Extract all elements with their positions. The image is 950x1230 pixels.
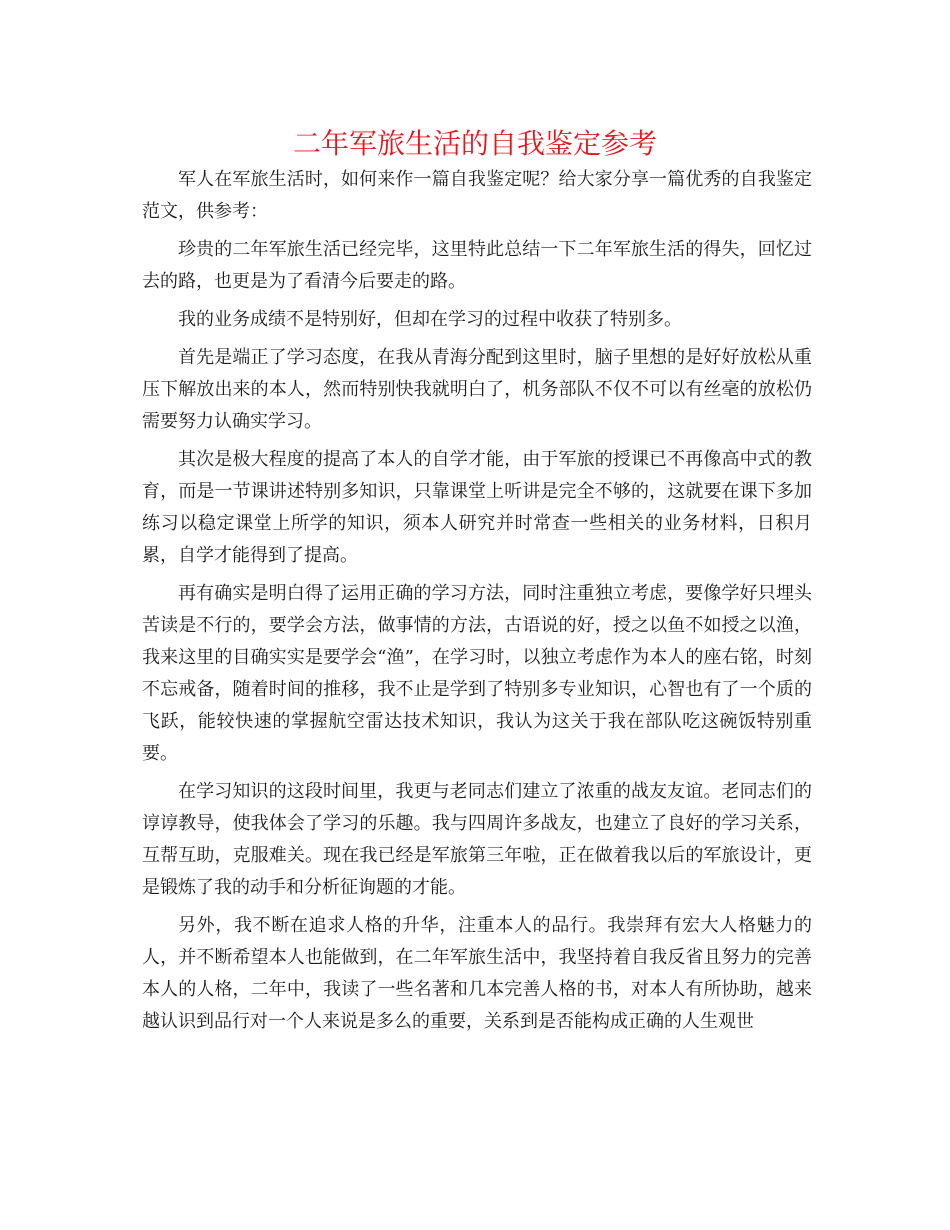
paragraph-1: 军人在军旅生活时，如何来作一篇自我鉴定呢？给大家分享一篇优秀的自我鉴定范文，供参考：: [142, 169, 812, 222]
paragraph-6: 再有确实是明白得了运用正确的学习方法，同时注重独立考虑，要像学好只埋头苦读是不行的，要学会方法，做事情的方法，古语说的好，授之以鱼不如授之以渔，我来这里的目确实实是要学会“渔”，在学习时，以独立考虑作为本人的座右铭，时刻不忘戒备，随着时间的推移，我不止是学到了特别多专业知识，心智也有了一个质的飞跃，能较快速的掌握航空雷达技术知识，我认为这关于我在部队吃这碗饭特别重要。: [142, 583, 812, 764]
paragraph-4: 首先是端正了学习态度，在我从青海分配到这里时，脑子里想的是好好放松从重压下解放出来的本人，然而特别快我就明白了，机务部队不仅不可以有丝毫的放松仍需要努力认确实学习。: [142, 347, 812, 432]
paragraph-2: 珍贵的二年军旅生活已经完毕，这里特此总结一下二年军旅生活的得失，回忆过去的路，也更是为了看清今后要走的路。: [142, 239, 812, 292]
document-body: [142, 164, 812, 1044]
paragraph-5: 其次是极大程度的提高了本人的自学才能，由于军旅的授课已不再像高中式的教育，而是一节课讲述特别多知识，只靠课堂上听讲是完全不够的，这就要在课下多加练习以稳定课堂上所学的知识，须本人研究并时常查一些相关的业务材料，日积月累，自学才能得到了提高。: [142, 449, 812, 566]
paragraph-3: 我的业务成绩不是特别好，但却在学习的过程中收获了特别多。: [178, 309, 682, 330]
paragraph-8: 另外，我不断在追求人格的升华，注重本人的品行。我崇拜有宏大人格魅力的人，并不断希望本人也能做到，在二年军旅生活中，我坚持着自我反省且努力的完善本人的人格，二年中，我读了一些名著和几本完善人格的书，对本人有所协助，越来越认识到品行对一个人来说是多么的重要，关系到是否能构成正确的人生观世: [142, 915, 812, 1032]
paragraph-7: 在学习知识的这段时间里，我更与老同志们建立了浓重的战友友谊。老同志们的谆谆教导，使我体会了学习的乐趣。我与四周许多战友，也建立了良好的学习关系，互帮互助，克服难关。现在我已经是军旅第三年啦，正在做着我以后的军旅设计，更是锻炼了我的动手和分析征询题的才能。: [142, 781, 812, 898]
document-title: 二年军旅生活的自我鉴定参考: [292, 127, 657, 160]
